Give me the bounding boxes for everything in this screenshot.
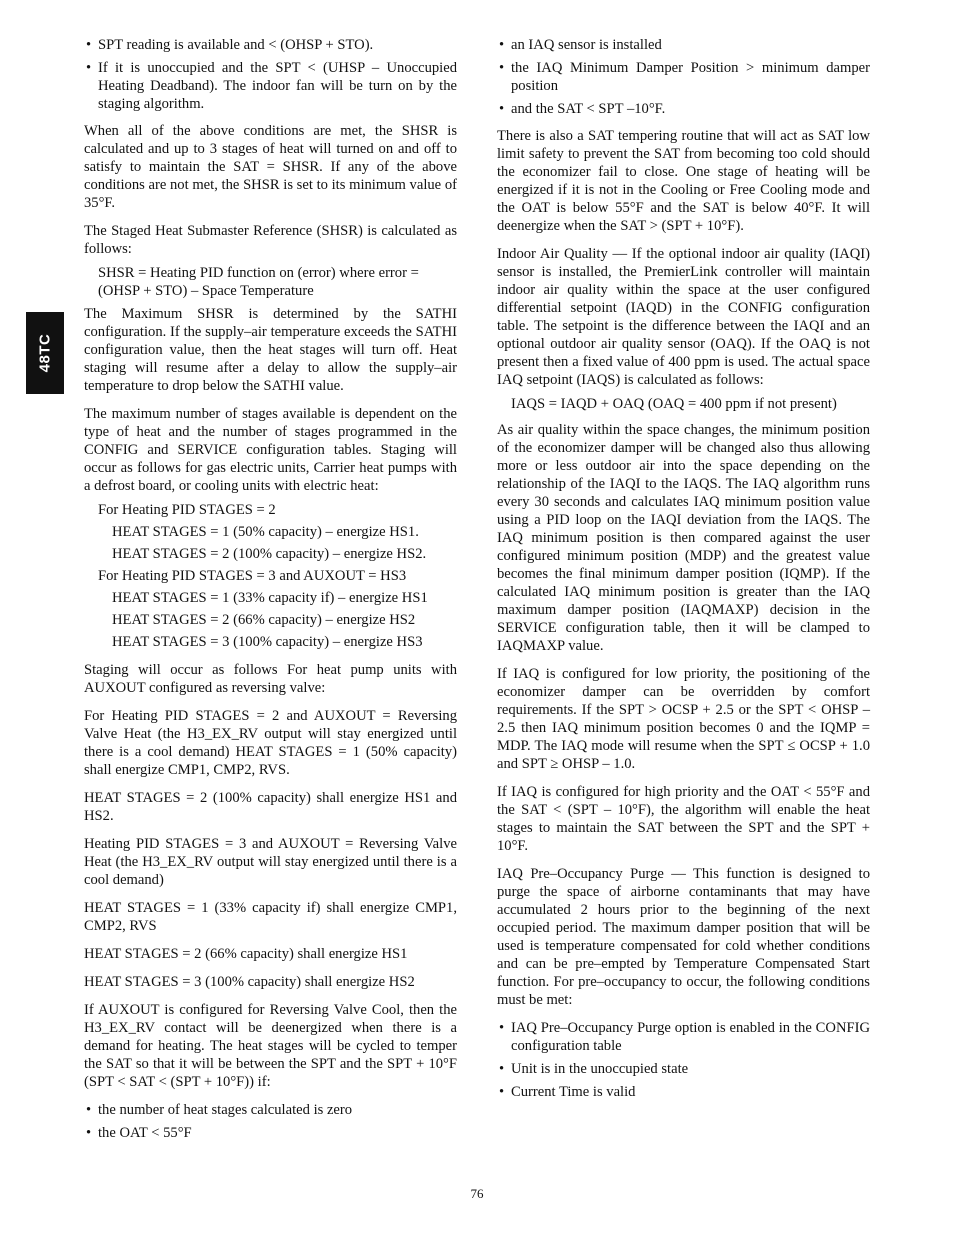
list-item: • an IAQ sensor is installed xyxy=(497,36,870,54)
paragraph: As air quality within the space changes, the minimum position of the economizer damper will be changed also thus allowing more or less outdoor air into the space depending on the relationship of the IAQI to the IAQS. The IAQ algorithm runs every 30 seconds and calculates IAQ minimum position value using a PID loop on the IAQI deviation from the IAQS. The IAQ minimum position is then compared against the user configured minimum position (MDP) and the greatest value becomes the final minimum damper position (IQMP). If the calculated IAQ minimum position is greater than the IAQ maximum damper position (IAQMAXP) decision in the SERVICE configuration table, then it will be clamped to IAQMAXP value. xyxy=(497,422,870,654)
paragraph: IAQ Pre–Occupancy Purge — This function is designed to purge the space of airborne contaminants that may have accumulated 2 hours prior to the beginning of the next occupied period. The maximum damper position that will be used is temperature compensated for cold whether conditions and can be pre–empted by Temperature Compensated Start function. For pre–occupancy to occur, the following conditions must be met: xyxy=(497,866,870,1008)
paragraph: The maximum number of stages available is dependent on the type of heat and the number of stages programmed in the CONFIG and SERVICE configuration tables. Staging will occur as follows for gas electric units, Carrier heat pumps with a defrost board, or cooling units with electric heat: xyxy=(84,406,457,494)
paragraph: When all of the above conditions are met, the SHSR is calculated and up to 3 stages of heat will turned on and off to satisfy to maintain the SAT = SHSR. If any of the above conditions are not met, the SHSR is set to its minimum value of 35°F. xyxy=(84,123,457,211)
list-item: • Current Time is valid xyxy=(497,1083,870,1101)
paragraph: Indoor Air Quality — If the optional indoor air quality (IAQI) sensor is installed, the PremierLink controller will maintain indoor air quality within the space at the user configured differential setpoint (IAQD) in the CONFIG configuration table. The setpoint is the difference between the IAQI and an optional outdoor air quality sensor (OAQ). If the OAQ is not present then a fixed value of 400 ppm is used. The actual space IAQ setpoint (IAQS) is calculated as follows: xyxy=(497,246,870,388)
paragraph: The Staged Heat Submaster Reference (SHSR) is calculated as follows: xyxy=(84,223,457,257)
equation: IAQS = IAQD + OAQ (OAQ = 400 ppm if not present) xyxy=(511,396,837,412)
paragraph: HEAT STAGES = 3 (100% capacity) shall energize HS2 xyxy=(84,974,415,990)
stage-line: HEAT STAGES = 1 (50% capacity) – energize HS1. xyxy=(112,524,419,540)
bullet-list xyxy=(84,1101,457,1142)
paragraph: HEAT STAGES = 2 (66% capacity) shall energize HS1 xyxy=(84,946,408,962)
list-item: • IAQ Pre–Occupancy Purge option is enabled in the CONFIG configuration table xyxy=(497,1019,870,1055)
section-tab xyxy=(26,312,64,394)
list-item: • the number of heat stages calculated is zero xyxy=(84,1101,457,1119)
paragraph: The Maximum SHSR is determined by the SATHI configuration. If the supply–air temperature exceeds the SATHI configuration value, then the heat stages will turn off. Heat staging will resume after a delay to allow the supply–air temperature to drop below the SATHI value. xyxy=(84,306,457,394)
paragraph: For Heating PID STAGES = 2 and AUXOUT = Reversing Valve Heat (the H3_EX_RV output will stay energized until there is a cool demand) HEAT STAGES = 1 (50% capacity) shall energize CMP1, CMP2, RVS. xyxy=(84,708,457,778)
list-item: • the IAQ Minimum Damper Position > minimum damper position xyxy=(497,59,870,95)
equation: SHSR = Heating PID function on (error) where error = (OHSP + STO) – Space Temperature xyxy=(98,265,419,299)
paragraph: If AUXOUT is configured for Reversing Valve Cool, then the H3_EX_RV contact will be deenergized when there is a demand for heating. The heat stages will be cycled to temper the SAT so that it will be between the SPT and the SPT + 10°F (SPT < SAT < (SPT + 10°F)) if: xyxy=(84,1002,457,1090)
stage-line: HEAT STAGES = 2 (66% capacity) – energize HS2 xyxy=(112,612,416,628)
paragraph: If IAQ is configured for low priority, the positioning of the economizer damper can be overridden by comfort requirements. If the SPT > OCSP + 2.5 or the SPT < OHSP – 2.5 then IAQ minimum position becomes 0 and the IQMP = MDP. The IAQ mode will resume when the SPT ≤ OCSP + 1.0 and SPT ≥ OHSP – 1.0. xyxy=(497,666,870,772)
list-item: • the OAT < 55°F xyxy=(84,1124,457,1142)
section-tab-label: 48TC xyxy=(36,333,53,373)
bullet-list xyxy=(84,36,457,113)
stage-line: HEAT STAGES = 3 (100% capacity) – energize HS3 xyxy=(112,634,423,650)
list-item: • and the SAT < SPT –10°F. xyxy=(497,100,870,118)
list-item: • If it is unoccupied and the SPT < (UHSP – Unoccupied Heating Deadband). The indoor fan will be turn on by the staging algorithm. xyxy=(84,59,457,113)
left-column xyxy=(84,36,457,1151)
stage-heading: For Heating PID STAGES = 3 and AUXOUT = HS3 xyxy=(98,568,407,584)
paragraph: If IAQ is configured for high priority and the OAT < 55°F and the SAT < (SPT – 10°F), the algorithm will enable the heat stages to maintain the SAT between the SPT and the SPT + 10°F. xyxy=(497,784,870,854)
list-item: • SPT reading is available and < (OHSP + STO). xyxy=(84,36,457,54)
paragraph: Staging will occur as follows For heat pump units with AUXOUT configured as reversing valve: xyxy=(84,662,457,696)
right-column xyxy=(497,36,870,1110)
stage-line: HEAT STAGES = 1 (33% capacity if) – energize HS1 xyxy=(112,590,428,606)
paragraph: HEAT STAGES = 2 (100% capacity) shall energize HS1 and HS2. xyxy=(84,790,457,824)
paragraph: HEAT STAGES = 1 (33% capacity if) shall energize CMP1, CMP2, RVS xyxy=(84,900,457,934)
stage-heading: For Heating PID STAGES = 2 xyxy=(98,502,276,518)
stage-line: HEAT STAGES = 2 (100% capacity) – energize HS2. xyxy=(112,546,427,562)
page-number: 76 xyxy=(470,1186,484,1201)
list-item: • Unit is in the unoccupied state xyxy=(497,1060,870,1078)
paragraph: There is also a SAT tempering routine that will act as SAT low limit safety to prevent the SAT from becoming too cold should the economizer fail to close. One stage of heating will be energized if it is not in the Cooling or Free Cooling mode and the OAT is below 55°F and the SAT is below 40°F. It will deenergize when the SAT > (SPT + 10°F). xyxy=(497,128,870,234)
paragraph: Heating PID STAGES = 3 and AUXOUT = Reversing Valve Heat (the H3_EX_RV output will stay energized until there is a cool demand) xyxy=(84,836,457,888)
bullet-list xyxy=(497,1019,870,1101)
bullet-list xyxy=(497,36,870,118)
